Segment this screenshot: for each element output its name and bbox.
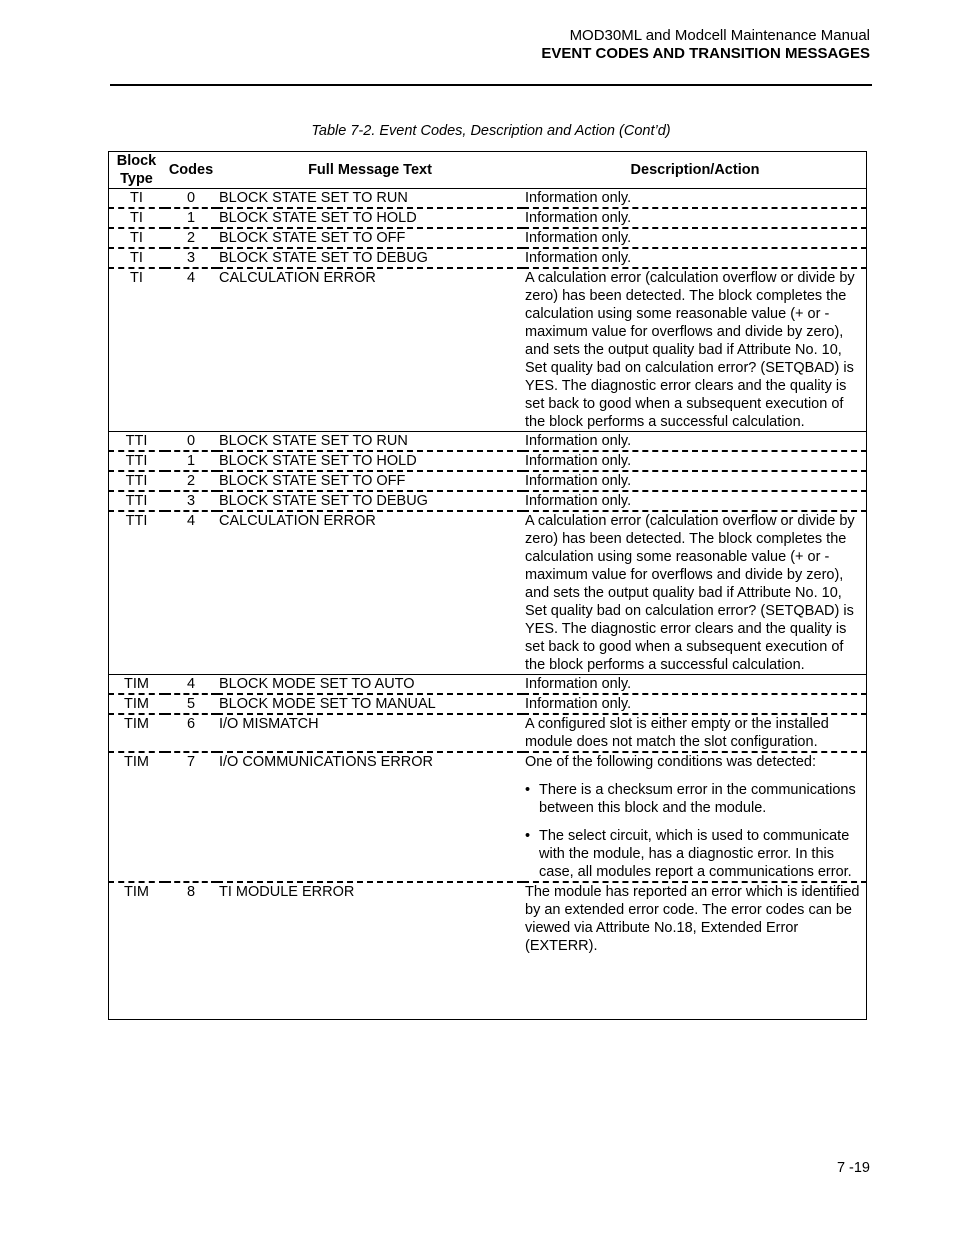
block-type-cell: TIM xyxy=(108,714,165,752)
list-item: • The select circuit, which is used to communicate with the module, has a diagnostic error. In this case, all modules report a communications error. xyxy=(525,827,865,881)
table-row xyxy=(108,432,867,452)
description-cell: Information only. xyxy=(523,451,867,471)
block-type-cell: TIM xyxy=(108,675,165,695)
message-cell: BLOCK MODE SET TO MANUAL xyxy=(217,694,523,714)
list-item: • There is a checksum error in the communications between this block and the module. xyxy=(525,781,865,817)
message-cell: TI MODULE ERROR xyxy=(219,884,355,900)
description-cell: Information only. xyxy=(523,491,867,511)
code-cell: 0 xyxy=(165,189,217,209)
code-cell: 3 xyxy=(165,491,217,511)
description-cell: Information only. xyxy=(523,228,867,248)
description-cell: A calculation error (calculation overflow or divide by zero) has been detected. The block completes the calculation using some reasonable value (+ or - maximum value for overflows and divide by zero), and sets the output quality bad if Attribute No. 10, Set quality bad on calculation error? (SETQBAD) is YES. The diagnostic error clears and the quality is set back to good when a subsequent execution of the block performs a successful calculation. xyxy=(523,268,867,432)
message-cell: BLOCK STATE SET TO DEBUG xyxy=(217,491,523,511)
block-type-cell: TTI xyxy=(108,451,165,471)
block-type-cell: TTI xyxy=(108,491,165,511)
description-cell: Information only. xyxy=(523,189,867,209)
code-cell: 2 xyxy=(165,471,217,491)
description-cell: Information only. xyxy=(523,208,867,228)
description-cell: Information only. xyxy=(523,471,867,491)
header-description: Description/Action xyxy=(523,151,867,189)
description-cell xyxy=(523,752,867,882)
table-row xyxy=(108,694,867,714)
code-cell: 5 xyxy=(165,694,217,714)
message-cell: BLOCK STATE SET TO RUN xyxy=(217,432,523,452)
code-cell: 1 xyxy=(165,208,217,228)
table-row xyxy=(108,511,867,675)
table-row xyxy=(108,268,867,432)
table-caption: Table 7-2. Event Codes, Description and Action (Cont’d) xyxy=(311,123,671,139)
manual-title: MOD30ML and Modcell Maintenance Manual xyxy=(569,27,870,44)
header-rule xyxy=(110,84,872,86)
block-type-cell: TTI xyxy=(108,511,165,675)
page-header xyxy=(541,27,870,63)
block-type-cell: TI xyxy=(108,208,165,228)
description-cell: The module has reported an error which is identified by an extended error code. The error codes can be viewed via Attribute No.18, Extended Error (EXTERR). xyxy=(525,884,860,954)
table-row xyxy=(108,451,867,471)
message-cell: BLOCK STATE SET TO HOLD xyxy=(217,208,523,228)
message-cell: CALCULATION ERROR xyxy=(217,511,523,675)
message-cell: BLOCK MODE SET TO AUTO xyxy=(217,675,523,695)
message-cell: BLOCK STATE SET TO DEBUG xyxy=(217,248,523,268)
block-type-cell: TI xyxy=(108,228,165,248)
code-cell: 1 xyxy=(165,451,217,471)
message-cell: BLOCK STATE SET TO OFF xyxy=(217,471,523,491)
code-cell: 7 xyxy=(165,752,217,882)
code-cell: 4 xyxy=(165,268,217,432)
block-type-cell: TTI xyxy=(108,471,165,491)
code-cell: 6 xyxy=(165,714,217,752)
header-message: Full Message Text xyxy=(217,151,523,189)
code-cell: 3 xyxy=(165,248,217,268)
table-row xyxy=(108,714,867,752)
description-cell: Information only. xyxy=(523,694,867,714)
table-row xyxy=(108,208,867,228)
section-title: EVENT CODES AND TRANSITION MESSAGES xyxy=(541,45,870,62)
page-number: 7 -19 xyxy=(836,1160,870,1176)
description-cell: Information only. xyxy=(523,432,867,452)
block-type-cell: TIM xyxy=(108,694,165,714)
event-codes-table xyxy=(108,151,867,955)
table-row xyxy=(108,491,867,511)
block-type-cell: TI xyxy=(108,268,165,432)
header-block-type: Block Type xyxy=(108,151,165,189)
table-row xyxy=(108,228,867,248)
message-cell: I/O COMMUNICATIONS ERROR xyxy=(217,752,523,882)
description-cell: A calculation error (calculation overflow or divide by zero) has been detected. The block completes the calculation using some reasonable value (+ or - maximum value for overflows and divide by zero), and sets the output quality bad if Attribute No. 10, Set quality bad on calculation error? (SETQBAD) is YES. The diagnostic error clears and the quality is set back to good when a subsequent execution of the block performs a successful calculation. xyxy=(523,511,867,675)
code-cell: 2 xyxy=(165,228,217,248)
code-cell: 4 xyxy=(165,511,217,675)
table-row xyxy=(108,471,867,491)
header-codes: Codes xyxy=(165,151,217,189)
block-type-cell: TIM xyxy=(124,884,149,900)
code-cell: 8 xyxy=(186,884,196,900)
description-cell: A configured slot is either empty or the installed module does not match the slot configuration. xyxy=(523,714,867,752)
description-cell: Information only. xyxy=(523,675,867,695)
message-cell: I/O MISMATCH xyxy=(217,714,523,752)
block-type-cell: TI xyxy=(108,248,165,268)
table-row xyxy=(108,675,867,695)
description-cell: Information only. xyxy=(523,248,867,268)
table-row xyxy=(108,248,867,268)
table-row xyxy=(108,882,867,955)
block-type-cell: TIM xyxy=(108,752,165,882)
condition-list xyxy=(525,781,865,881)
message-cell: CALCULATION ERROR xyxy=(217,268,523,432)
table-row xyxy=(108,189,867,209)
code-cell: 0 xyxy=(165,432,217,452)
description-text: One of the following conditions was detected: xyxy=(525,754,816,770)
message-cell: BLOCK STATE SET TO OFF xyxy=(217,228,523,248)
table-row xyxy=(108,752,867,882)
block-type-cell: TI xyxy=(108,189,165,209)
block-type-cell: TTI xyxy=(108,432,165,452)
message-cell: BLOCK STATE SET TO HOLD xyxy=(217,451,523,471)
message-cell: BLOCK STATE SET TO RUN xyxy=(217,189,523,209)
code-cell: 4 xyxy=(165,675,217,695)
